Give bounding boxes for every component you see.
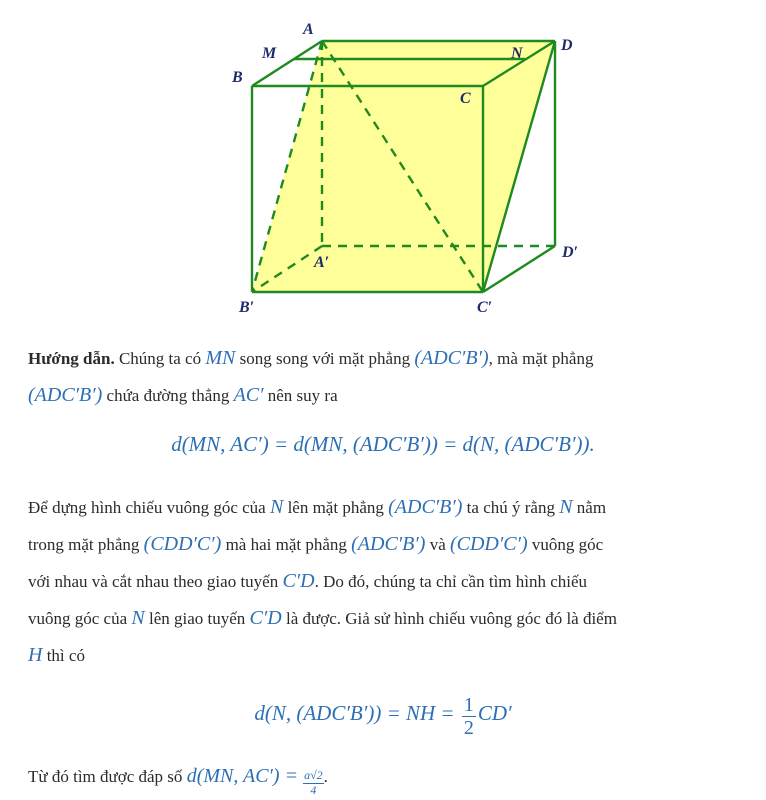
label-d: D xyxy=(561,37,573,54)
text-run: , mà mặt phẳng xyxy=(488,349,594,368)
label-a-prime: A′ xyxy=(314,254,330,271)
label-m: M xyxy=(262,45,277,62)
answer-expression: d(MN, AC′) = xyxy=(186,765,304,787)
fraction-numerator: 1 xyxy=(463,693,474,716)
fraction-half xyxy=(462,694,476,739)
text-run: lên giao tuyến xyxy=(144,609,250,628)
text-run: song song với mặt phẳng xyxy=(235,349,415,368)
label-b: B xyxy=(232,69,243,86)
text-run: nên suy ra xyxy=(263,386,338,405)
math-line: C′D xyxy=(249,607,282,629)
label-n: N xyxy=(511,45,523,62)
math-plane: (CDD′C′) xyxy=(143,533,222,555)
label-d-prime: D′ xyxy=(562,244,579,261)
label-c: C xyxy=(460,90,471,107)
equation-2-right: CD′ xyxy=(477,701,512,725)
math-plane: (ADC′B′) xyxy=(388,496,463,518)
math-plane: (ADC′B′) xyxy=(414,347,489,369)
math-n: N xyxy=(269,496,284,518)
paragraph-projection xyxy=(28,489,748,674)
math-plane: (ADC′B′) xyxy=(351,533,426,555)
answer-numerator: a√2 xyxy=(304,768,323,783)
text-run: Từ đó tìm được đáp số xyxy=(28,767,187,786)
math-line: C′D xyxy=(282,570,315,592)
text-run: chứa đường thẳng xyxy=(102,386,234,405)
text-run: . xyxy=(323,767,328,786)
label-b-prime: B′ xyxy=(239,299,255,316)
answer-denominator: 4 xyxy=(310,783,317,797)
paragraph-answer xyxy=(28,758,748,798)
math-n: N xyxy=(559,496,573,518)
equation-2 xyxy=(0,688,766,738)
paragraph-guide xyxy=(28,340,748,414)
equation-1-text: d(MN, AC′) = d(MN, (ADC′B′)) = d(N, (ADC′B′)). xyxy=(171,432,595,456)
label-a: A xyxy=(303,21,314,38)
math-n: N xyxy=(131,607,145,629)
equation-2-left: d(N, (ADC′B′)) = NH = xyxy=(254,701,460,725)
answer-fraction xyxy=(303,769,324,798)
text-run: ta chú ý rằng xyxy=(462,498,560,517)
text-run: và xyxy=(425,535,450,554)
math-plane: (ADC′B′) xyxy=(28,384,103,406)
text-run: Chúng ta có xyxy=(114,349,206,368)
label-c-prime: C′ xyxy=(477,299,493,316)
text-run: thì có xyxy=(42,646,85,665)
text-run: nằm xyxy=(572,498,607,517)
equation-1 xyxy=(0,432,766,457)
math-h: H xyxy=(28,644,43,666)
fraction-denominator: 2 xyxy=(463,716,474,739)
math-ac: AC′ xyxy=(233,384,264,406)
text-run: Để dựng hình chiếu vuông góc của xyxy=(28,498,270,517)
text-run: với nhau và cắt nhau theo giao tuyến xyxy=(28,572,283,591)
heading-guide: Hướng dẫn. xyxy=(28,349,115,368)
cube-figure xyxy=(0,0,766,330)
text-run: trong mặt phẳng xyxy=(28,535,144,554)
text-run: . Do đó, chúng ta chỉ cần tìm hình chiếu xyxy=(314,572,588,591)
text-run: là được. Giả sử hình chiếu vuông góc đó là điểm xyxy=(281,609,617,628)
text-run: mà hai mặt phẳng xyxy=(221,535,352,554)
text-run: vuông góc xyxy=(527,535,604,554)
math-mn: MN xyxy=(205,347,236,369)
text-run: vuông góc của xyxy=(28,609,132,628)
math-plane: (CDD′C′) xyxy=(449,533,528,555)
text-run: lên mặt phẳng xyxy=(283,498,389,517)
